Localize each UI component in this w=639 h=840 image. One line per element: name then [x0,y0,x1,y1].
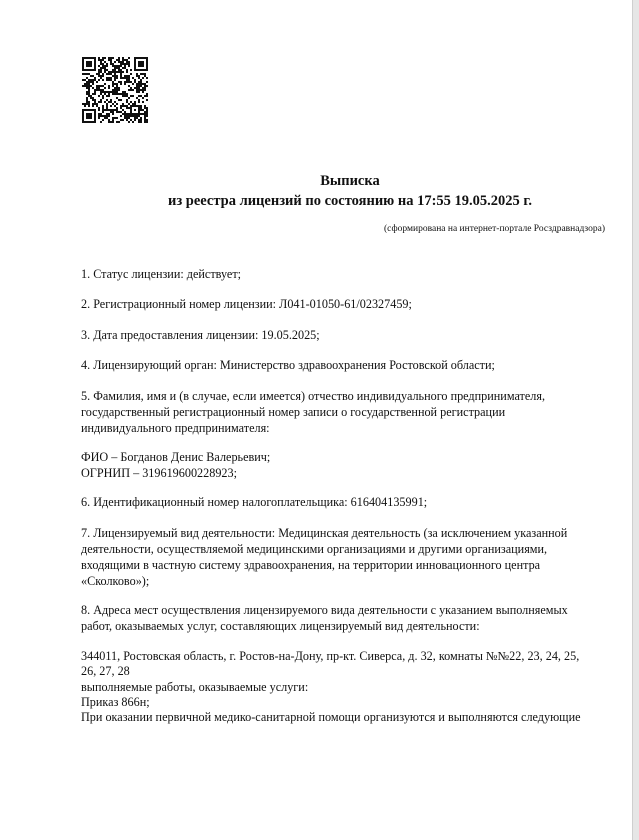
grant-date: 3. Дата предоставления лицензии: 19.05.2025; [81,328,320,342]
activity-line-3: входящими в частную систему здравоохранения, на территории инновационного центра [81,558,541,572]
registration-number: 2. Регистрационный номер лицензии: Л041-01050-61/02327459; [81,297,412,311]
addresses-label-line-2: работ, оказываемых услуг, составляющих лицензируемый вид деятельности: [81,619,480,633]
activity-line-1: 7. Лицензируемый вид деятельности: Медицинская деятельность (за исключением указанной [81,526,568,540]
document-subtitle: из реестра лицензий по состоянию на 17:55 19.05.2025 г. [167,193,533,209]
address-line-1: 344011, Ростовская область, г. Ростов-на-Дону, пр-кт. Сиверса, д. 32, комнаты №№22, 23, 24, 25, [81,649,580,663]
works-label: выполняемые работы, оказываемые услуги: [81,680,309,694]
primary-care-line: При оказании первичной медико-санитарной помощи организуются и выполняются следующие [81,710,581,724]
addresses-label-line-1: 8. Адреса мест осуществления лицензируемого вида деятельности с указанием выполняемых [81,603,568,617]
activity-line-2: деятельности, осуществляемой медицинскими организациями и другими организациями, [81,542,548,556]
qr-code-icon [82,57,148,123]
document-heading [0,171,633,211]
holder-label-line-2: государственный регистрационный номер записи о государственной регистрации [81,405,506,419]
address-line-2: 26, 27, 28 [81,664,130,678]
holder-full-name: ФИО – Богданов Денис Валерьевич; [81,450,271,464]
holder-ogrnip: ОГРНИП – 319619600228923; [81,466,238,480]
generation-note: (сформирована на интернет-портале Росздравнадзора) [384,224,605,234]
license-status: 1. Статус лицензии: действует; [81,267,242,281]
order-reference: Приказ 866н; [81,695,150,709]
holder-label-line-3: индивидуального предпринимателя: [81,421,270,435]
activity-line-4: «Сколково»); [81,574,150,588]
holder-label-line-1: 5. Фамилия, имя и (в случае, если имеется) отчество индивидуального предпринимателя, [81,389,546,403]
licensing-authority: 4. Лицензирующий орган: Министерство здравоохранения Ростовской области; [81,358,495,372]
taxpayer-id: 6. Идентификационный номер налогоплательщика: 616404135991; [81,495,428,509]
document-title: Выписка [320,173,380,189]
